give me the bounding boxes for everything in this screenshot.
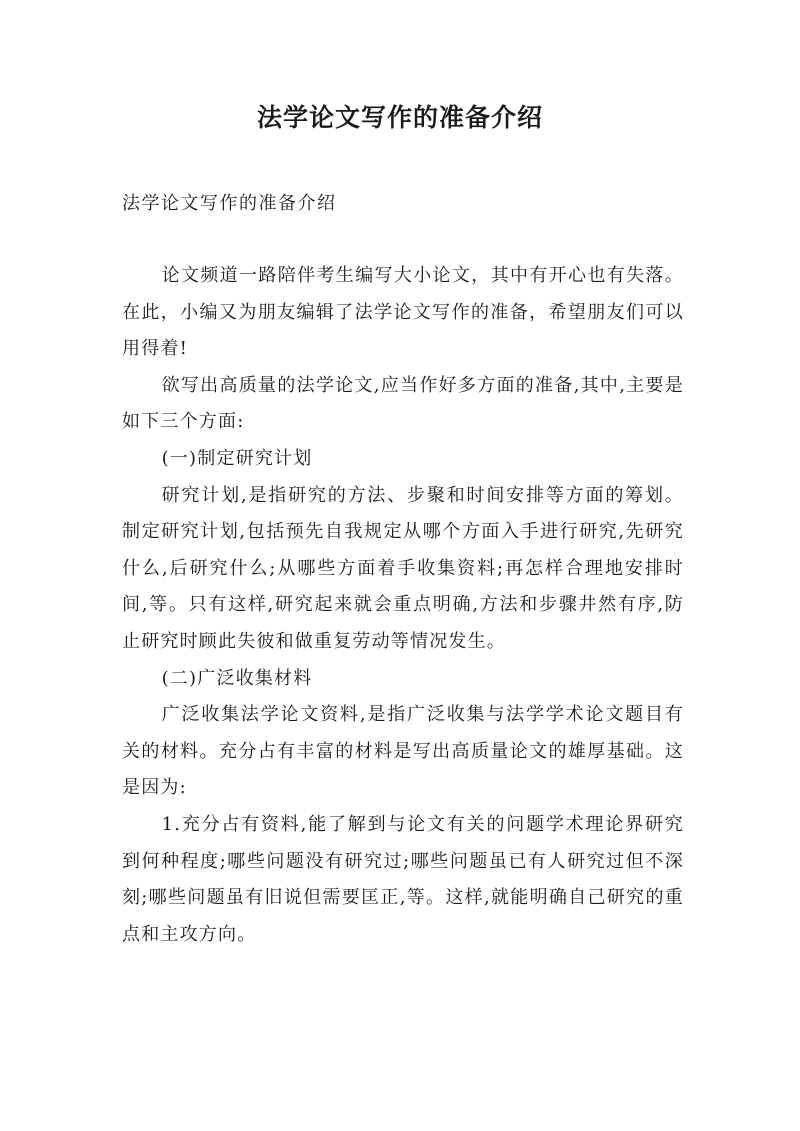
document-subtitle: 法学论文写作的准备介绍 [122, 193, 337, 214]
intro-paragraph: 论文频道一路陪伴考生编写大小论文，其中有开心也有失落。在此，小编又为朋友编辑了法学论文写作的准备，希望朋友们可以用得着! [122, 265, 684, 360]
point-one-paragraph: 1.充分占有资料,能了解到与论文有关的问题学术理论界研究到何种程度;哪些问题没有研究过;哪些问题虽已有人研究过但不深刻;哪些问题虽有旧说但需要匡正,等。这样,就能明确自己研究的重点和主攻方向。 [122, 813, 684, 945]
document-title: 法学论文写作的准备介绍 [256, 103, 543, 132]
research-plan-paragraph: 研究计划,是指研究的方法、步聚和时间安排等方面的筹划。制定研究计划,包括预先自我规定从哪个方面入手进行研究,先研究什么,后研究什么;从哪些方面着手收集资料;再怎样合理地安排时间,等。只有这样,研究起来就会重点明确,方法和步骤井然有序,防止研究时顾此失彼和做重复劳动等情况发生。 [122, 484, 684, 652]
overview-paragraph: 欲写出高质量的法学论文,应当作好多方面的准备,其中,主要是如下三个方面: [122, 374, 684, 433]
document-body [122, 258, 684, 953]
collect-materials-paragraph: 广泛收集法学论文资料,是指广泛收集与法学学术论文题目有关的材料。充分占有丰富的材料是写出高质量论文的雄厚基础。这是因为: [122, 704, 684, 799]
section-heading-research-plan: (一)制定研究计划 [161, 447, 313, 469]
section-heading-collect-materials: (二)广泛收集材料 [161, 667, 313, 689]
